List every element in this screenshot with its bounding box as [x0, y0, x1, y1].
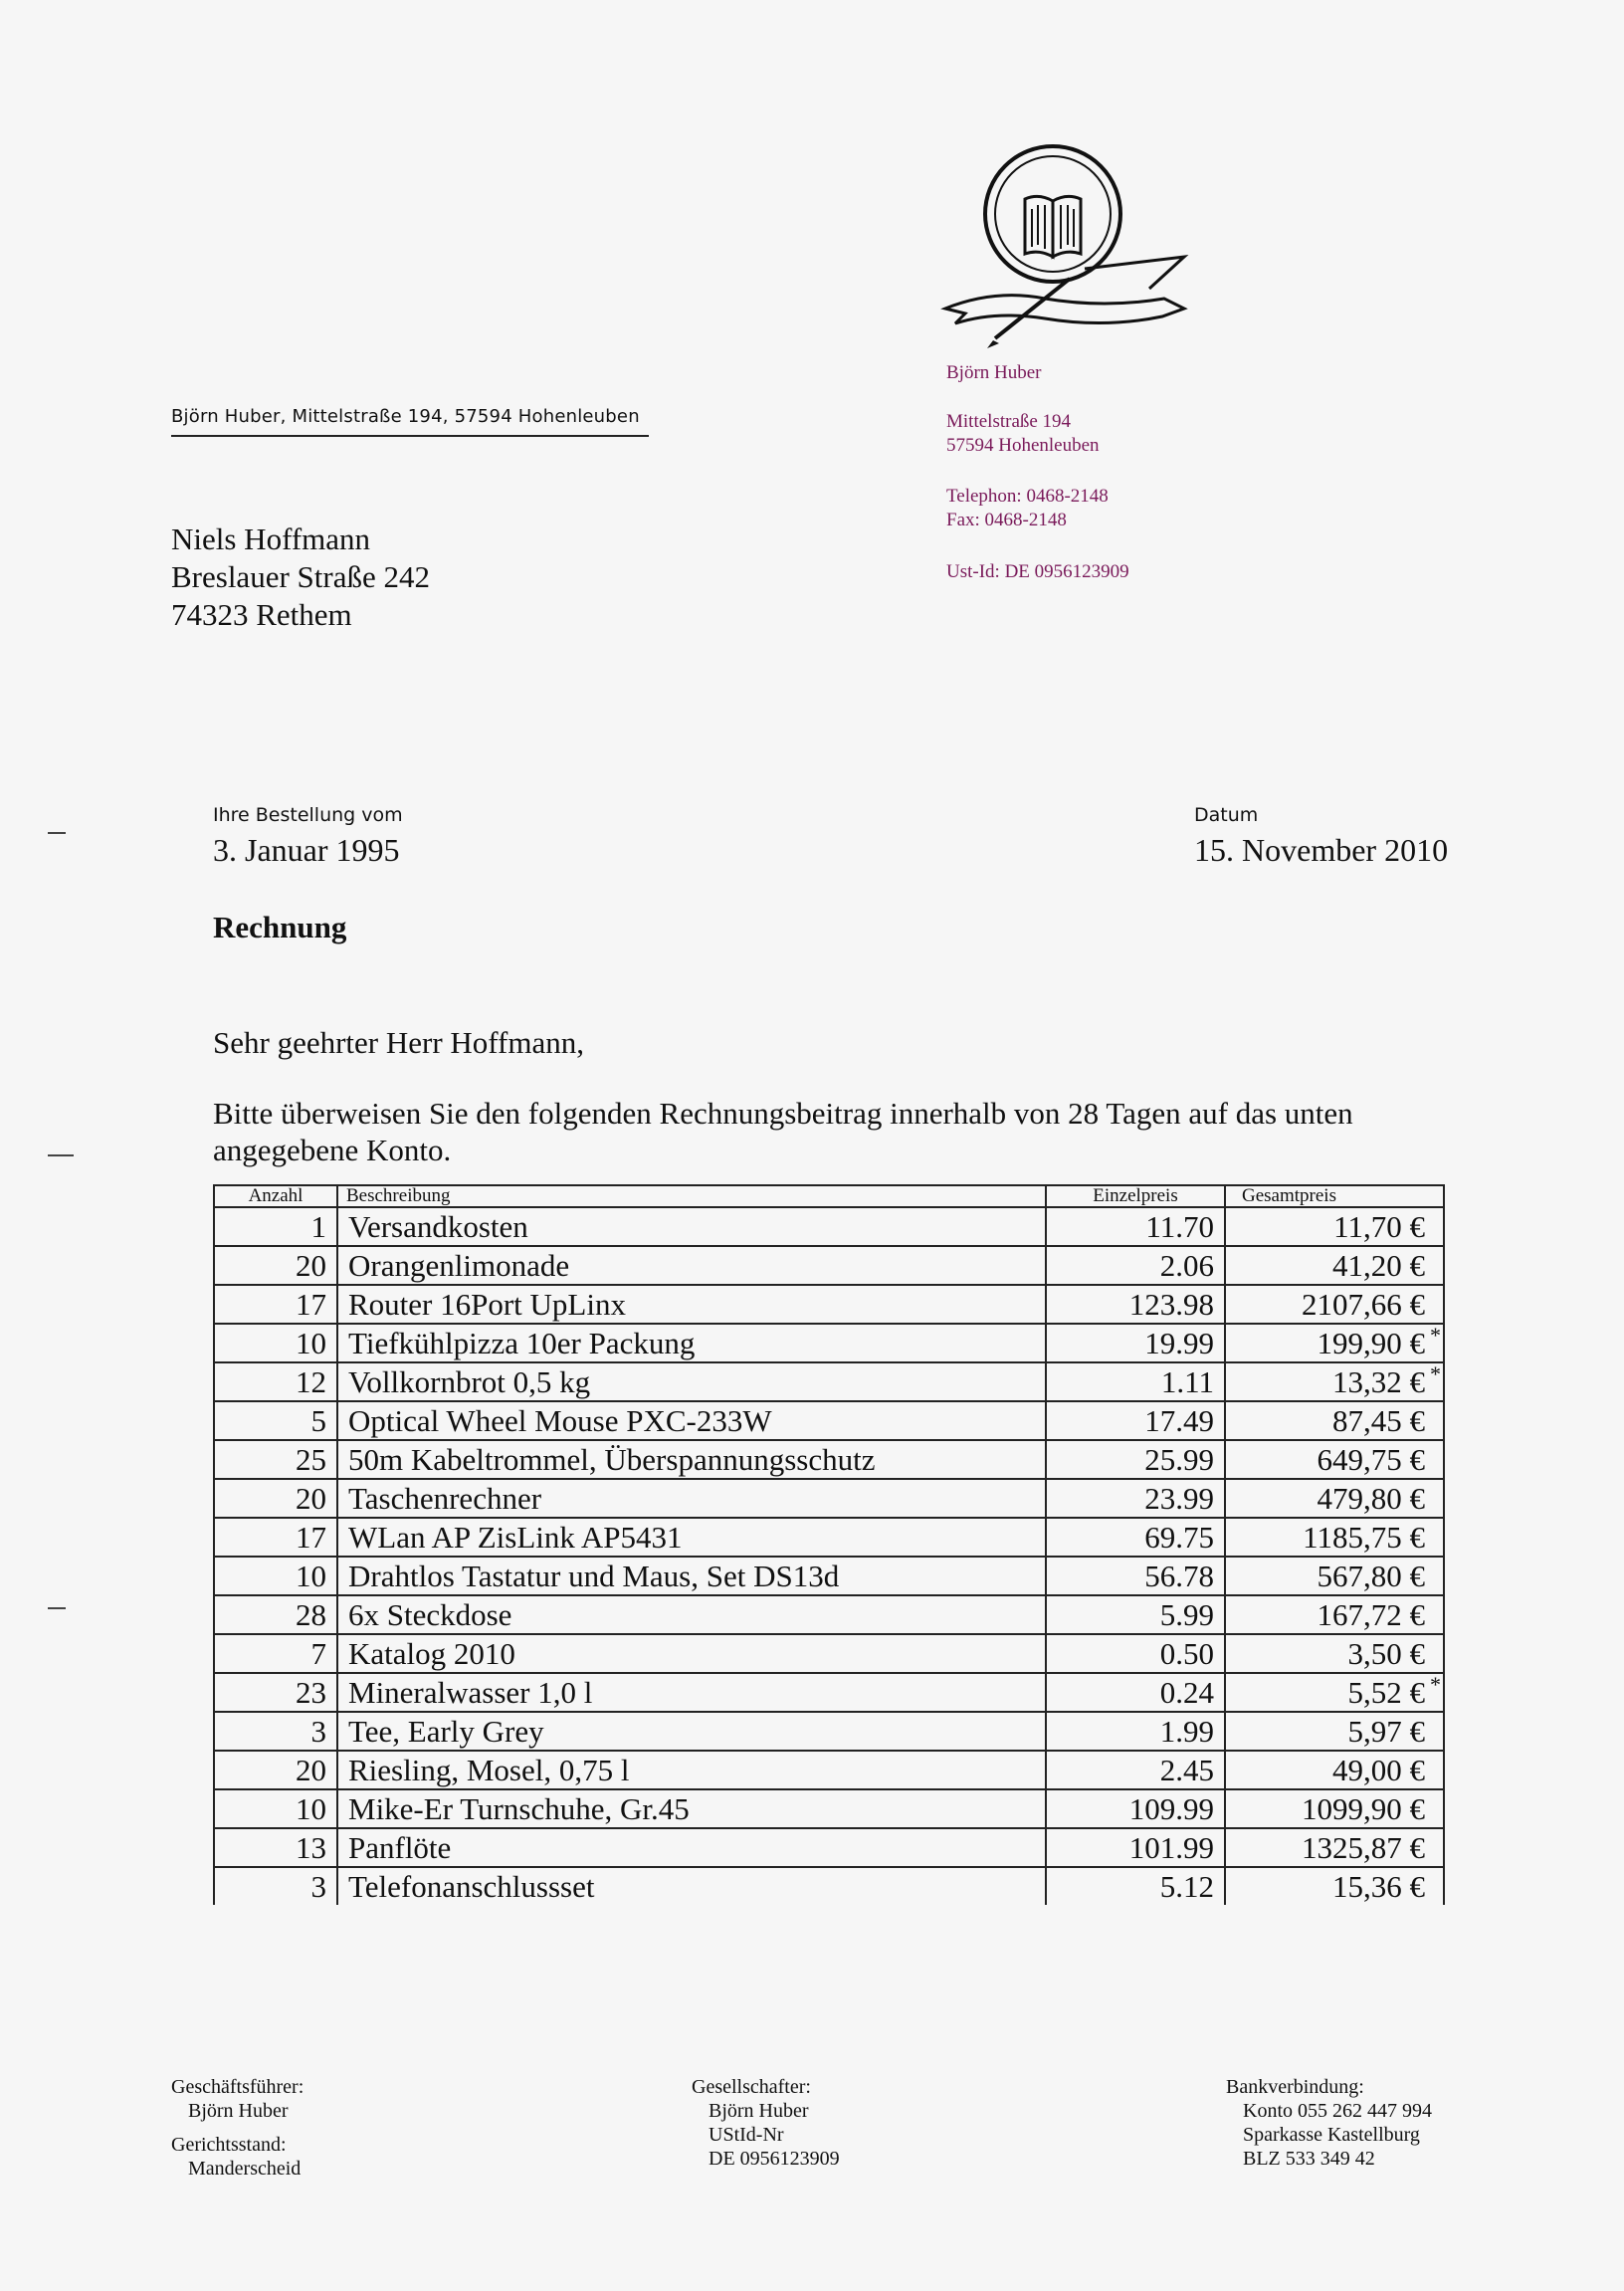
table-row [214, 1518, 1444, 1557]
table-row [214, 1828, 1444, 1867]
total-price-cell-text: 1099,90 € [1302, 1791, 1425, 1826]
table-row [214, 1362, 1444, 1401]
unit-price-cell-text: 23.99 [1144, 1481, 1214, 1516]
company-logo [935, 139, 1194, 358]
table-row [214, 1285, 1444, 1324]
footer-bank [1226, 2075, 1432, 2171]
recipient-name: Niels Hoffmann [171, 521, 371, 556]
unit-price-cell [1046, 1712, 1225, 1751]
quantity-cell-text: 17 [296, 1287, 326, 1322]
description-cell-text: Mineralwasser 1,0 l [348, 1675, 593, 1710]
unit-price-cell [1046, 1557, 1225, 1595]
total-price-cell-text: 199,90 € [1317, 1326, 1425, 1360]
unit-price-cell [1046, 1246, 1225, 1285]
total-price-cell-text: 3,50 € [1347, 1636, 1425, 1671]
quantity-cell [214, 1518, 337, 1557]
unit-price-cell [1046, 1751, 1225, 1789]
table-row [214, 1557, 1444, 1595]
description-cell [337, 1595, 1046, 1634]
company-city: 57594 Hohenleuben [946, 435, 1100, 456]
unit-price-cell-text: 109.99 [1128, 1791, 1214, 1826]
description-cell [337, 1751, 1046, 1789]
fold-mark-bottom [48, 1607, 66, 1609]
unit-price-cell [1046, 1440, 1225, 1479]
total-price-cell [1225, 1867, 1444, 1905]
description-cell-text: Riesling, Mosel, 0,75 l [348, 1753, 630, 1787]
description-cell-text: Router 16Port UpLinx [348, 1287, 626, 1322]
footer-management [171, 2075, 304, 2181]
company-contact [946, 485, 1109, 532]
partner-vat-label: UStId-Nr [709, 2124, 784, 2146]
total-price-cell [1225, 1285, 1444, 1324]
unit-price-cell-text: 2.45 [1159, 1753, 1214, 1787]
total-price-cell-text: 649,75 € [1317, 1442, 1425, 1477]
partner-label: Gesellschafter: [692, 2076, 811, 2098]
quantity-cell [214, 1479, 337, 1518]
unit-price-cell-text: 25.99 [1144, 1442, 1214, 1477]
description-cell [337, 1207, 1046, 1246]
total-price-cell-text: 1185,75 € [1303, 1520, 1425, 1555]
unit-price-cell-text: 0.24 [1159, 1675, 1214, 1710]
footnote-mark: * [1430, 1323, 1441, 1348]
quantity-cell [214, 1634, 337, 1673]
court-value: Manderscheid [188, 2158, 302, 2180]
quantity-cell-text: 25 [296, 1442, 326, 1477]
quantity-cell [214, 1207, 337, 1246]
total-price-cell-text: 5,97 € [1347, 1714, 1425, 1749]
quantity-cell [214, 1285, 337, 1324]
quantity-cell [214, 1557, 337, 1595]
bank-label: Bankverbindung: [1226, 2076, 1364, 2098]
unit-price-cell [1046, 1285, 1225, 1324]
table-row [214, 1479, 1444, 1518]
total-price-cell-text: 13,32 € [1332, 1364, 1425, 1399]
unit-price-cell-text: 101.99 [1128, 1830, 1214, 1865]
description-cell-text: 6x Steckdose [348, 1597, 512, 1632]
unit-price-cell-text: 19.99 [1144, 1326, 1214, 1360]
manager-label: Geschäftsführer: [171, 2076, 304, 2098]
description-cell-text: Panflöte [348, 1830, 452, 1865]
partner-name: Björn Huber [709, 2100, 809, 2122]
quantity-cell-text: 12 [296, 1364, 326, 1399]
description-cell [337, 1712, 1046, 1751]
book-icon [1025, 196, 1081, 257]
description-cell [337, 1789, 1046, 1828]
unit-price-cell-text: 56.78 [1144, 1559, 1214, 1593]
table-row [214, 1207, 1444, 1246]
description-cell-text: Optical Wheel Mouse PXC-233W [348, 1403, 772, 1438]
total-price-cell-text: 15,36 € [1332, 1869, 1425, 1904]
quantity-cell-text: 23 [296, 1675, 326, 1710]
total-price-cell-text: 41,20 € [1332, 1248, 1425, 1283]
intro-text: Bitte überweisen Sie den folgenden Rechnungsbeitrag innerhalb von 28 Tagen auf das unten angegebene Konto. [213, 1096, 1353, 1167]
unit-price-cell-text: 2.06 [1159, 1248, 1214, 1283]
header-total-price: Gesamtpreis [1225, 1185, 1444, 1207]
total-price-cell-text: 11,70 € [1333, 1209, 1425, 1244]
order-date-label: Ihre Bestellung vom [213, 804, 403, 826]
quantity-cell-text: 7 [310, 1636, 326, 1671]
description-cell-text: Drahtlos Tastatur und Maus, Set DS13d [348, 1559, 840, 1593]
description-cell [337, 1246, 1046, 1285]
total-price-cell-text: 2107,66 € [1302, 1287, 1425, 1322]
header-quantity: Anzahl [214, 1185, 337, 1207]
quantity-cell-text: 17 [296, 1520, 326, 1555]
total-price-cell [1225, 1518, 1444, 1557]
unit-price-cell [1046, 1401, 1225, 1440]
fold-mark-top [48, 832, 66, 834]
description-cell [337, 1867, 1046, 1905]
company-street: Mittelstraße 194 [946, 411, 1072, 432]
recipient-city: 74323 Rethem [171, 597, 352, 632]
bank-code: BLZ 533 349 42 [1243, 2148, 1375, 2170]
description-cell-text: Mike-Er Turnschuhe, Gr.45 [348, 1791, 690, 1826]
description-cell [337, 1479, 1046, 1518]
recipient-address [171, 521, 430, 634]
quantity-cell-text: 10 [296, 1326, 326, 1360]
court-label: Gerichtsstand: [171, 2134, 287, 2156]
quantity-cell [214, 1362, 337, 1401]
footnote-mark: * [1430, 1672, 1441, 1697]
unit-price-cell-text: 69.75 [1144, 1520, 1214, 1555]
quantity-cell-text: 20 [296, 1481, 326, 1516]
description-cell [337, 1401, 1046, 1440]
description-cell [337, 1440, 1046, 1479]
company-fax: Fax: 0468-2148 [946, 510, 1067, 530]
invoice-table [213, 1184, 1445, 1905]
unit-price-cell [1046, 1595, 1225, 1634]
table-row [214, 1401, 1444, 1440]
total-price-cell [1225, 1828, 1444, 1867]
header-unit-price: Einzelpreis [1046, 1185, 1225, 1207]
quantity-cell-text: 20 [296, 1753, 326, 1787]
unit-price-cell-text: 17.49 [1144, 1403, 1214, 1438]
total-price-cell [1225, 1557, 1444, 1595]
unit-price-cell-text: 5.12 [1159, 1869, 1214, 1904]
quantity-cell [214, 1751, 337, 1789]
table-row [214, 1440, 1444, 1479]
total-price-cell [1225, 1324, 1444, 1362]
quantity-cell-text: 28 [296, 1597, 326, 1632]
recipient-street: Breslauer Straße 242 [171, 559, 430, 594]
total-price-cell-text: 1325,87 € [1302, 1830, 1425, 1865]
description-cell [337, 1285, 1046, 1324]
quantity-cell-text: 3 [310, 1714, 326, 1749]
quantity-cell-text: 10 [296, 1791, 326, 1826]
salutation: Sehr geehrter Herr Hoffmann, [213, 1025, 584, 1060]
company-phone: Telephon: 0468-2148 [946, 486, 1109, 507]
company-address [946, 410, 1100, 458]
description-cell-text: 50m Kabeltrommel, Überspannungsschutz [348, 1442, 876, 1477]
table-body [214, 1207, 1444, 1905]
unit-price-cell-text: 123.98 [1128, 1287, 1214, 1322]
description-cell-text: Telefonanschlussset [348, 1869, 595, 1904]
description-cell-text: Vollkornbrot 0,5 kg [348, 1364, 591, 1399]
unit-price-cell-text: 5.99 [1159, 1597, 1214, 1632]
total-price-cell-text: 87,45 € [1332, 1403, 1425, 1438]
total-price-cell [1225, 1634, 1444, 1673]
quantity-cell [214, 1712, 337, 1751]
total-price-cell-text: 5,52 € [1347, 1675, 1425, 1710]
total-price-cell-text: 167,72 € [1317, 1597, 1425, 1632]
bank-name: Sparkasse Kastellburg [1243, 2124, 1420, 2146]
company-vat-id: Ust-Id: DE 0956123909 [946, 561, 1129, 582]
description-cell [337, 1518, 1046, 1557]
manager-name: Björn Huber [188, 2100, 289, 2122]
table-row [214, 1867, 1444, 1905]
quantity-cell [214, 1828, 337, 1867]
description-cell-text: WLan AP ZisLink AP5431 [348, 1520, 683, 1555]
total-price-cell [1225, 1789, 1444, 1828]
unit-price-cell-text: 1.99 [1159, 1714, 1214, 1749]
quantity-cell [214, 1789, 337, 1828]
table-row [214, 1324, 1444, 1362]
description-cell-text: Tee, Early Grey [348, 1714, 544, 1749]
total-price-cell [1225, 1207, 1444, 1246]
partner-vat: DE 0956123909 [709, 2148, 840, 2170]
punch-mark [48, 1154, 74, 1156]
quantity-cell [214, 1673, 337, 1712]
quantity-cell [214, 1440, 337, 1479]
quantity-cell [214, 1595, 337, 1634]
total-price-cell [1225, 1712, 1444, 1751]
footnote-mark: * [1430, 1361, 1441, 1386]
document-subject: Rechnung [213, 910, 347, 944]
quantity-cell [214, 1324, 337, 1362]
unit-price-cell [1046, 1207, 1225, 1246]
unit-price-cell [1046, 1673, 1225, 1712]
table-row [214, 1595, 1444, 1634]
total-price-cell [1225, 1401, 1444, 1440]
unit-price-cell-text: 11.70 [1145, 1209, 1214, 1244]
total-price-cell [1225, 1751, 1444, 1789]
unit-price-cell-text: 1.11 [1160, 1364, 1214, 1399]
unit-price-cell [1046, 1324, 1225, 1362]
quantity-cell [214, 1867, 337, 1905]
unit-price-cell [1046, 1789, 1225, 1828]
quantity-cell [214, 1401, 337, 1440]
order-date: 3. Januar 1995 [213, 832, 400, 868]
sender-underline [171, 435, 649, 437]
table-header-row [214, 1185, 1444, 1207]
description-cell-text: Tiefkühlpizza 10er Packung [348, 1326, 696, 1360]
total-price-cell [1225, 1479, 1444, 1518]
unit-price-cell [1046, 1867, 1225, 1905]
quantity-cell-text: 5 [310, 1403, 326, 1438]
total-price-cell [1225, 1673, 1444, 1712]
unit-price-cell [1046, 1634, 1225, 1673]
description-cell [337, 1634, 1046, 1673]
unit-price-cell-text: 0.50 [1159, 1636, 1214, 1671]
quantity-cell-text: 1 [310, 1209, 326, 1244]
total-price-cell-text: 479,80 € [1317, 1481, 1425, 1516]
bank-account: Konto 055 262 447 994 [1243, 2100, 1432, 2122]
quantity-cell-text: 13 [296, 1830, 326, 1865]
description-cell-text: Versandkosten [348, 1209, 528, 1244]
total-price-cell-text: 49,00 € [1332, 1753, 1425, 1787]
total-price-cell-text: 567,80 € [1317, 1559, 1425, 1593]
table-row [214, 1789, 1444, 1828]
description-cell-text: Orangenlimonade [348, 1248, 570, 1283]
quantity-cell-text: 3 [310, 1869, 326, 1904]
total-price-cell [1225, 1440, 1444, 1479]
description-cell [337, 1673, 1046, 1712]
table-row [214, 1634, 1444, 1673]
footer-partners [692, 2075, 840, 2171]
total-price-cell [1225, 1595, 1444, 1634]
total-price-cell [1225, 1246, 1444, 1285]
total-price-cell [1225, 1362, 1444, 1401]
invoice-date: 15. November 2010 [1194, 832, 1449, 868]
description-cell [337, 1362, 1046, 1401]
table-row [214, 1751, 1444, 1789]
quantity-cell-text: 10 [296, 1559, 326, 1593]
invoice-date-label: Datum [1194, 804, 1259, 826]
table-row [214, 1712, 1444, 1751]
description-cell-text: Katalog 2010 [348, 1636, 515, 1671]
unit-price-cell [1046, 1362, 1225, 1401]
description-cell [337, 1324, 1046, 1362]
description-cell [337, 1557, 1046, 1595]
unit-price-cell [1046, 1479, 1225, 1518]
company-name: Björn Huber [946, 362, 1042, 383]
header-description: Beschreibung [337, 1185, 1046, 1207]
table-row [214, 1246, 1444, 1285]
description-cell [337, 1828, 1046, 1867]
sender-return-line: Björn Huber, Mittelstraße 194, 57594 Hohenleuben [171, 406, 640, 427]
table-row [214, 1673, 1444, 1712]
unit-price-cell [1046, 1518, 1225, 1557]
description-cell-text: Taschenrechner [348, 1481, 542, 1516]
quantity-cell [214, 1246, 337, 1285]
quantity-cell-text: 20 [296, 1248, 326, 1283]
unit-price-cell [1046, 1828, 1225, 1867]
